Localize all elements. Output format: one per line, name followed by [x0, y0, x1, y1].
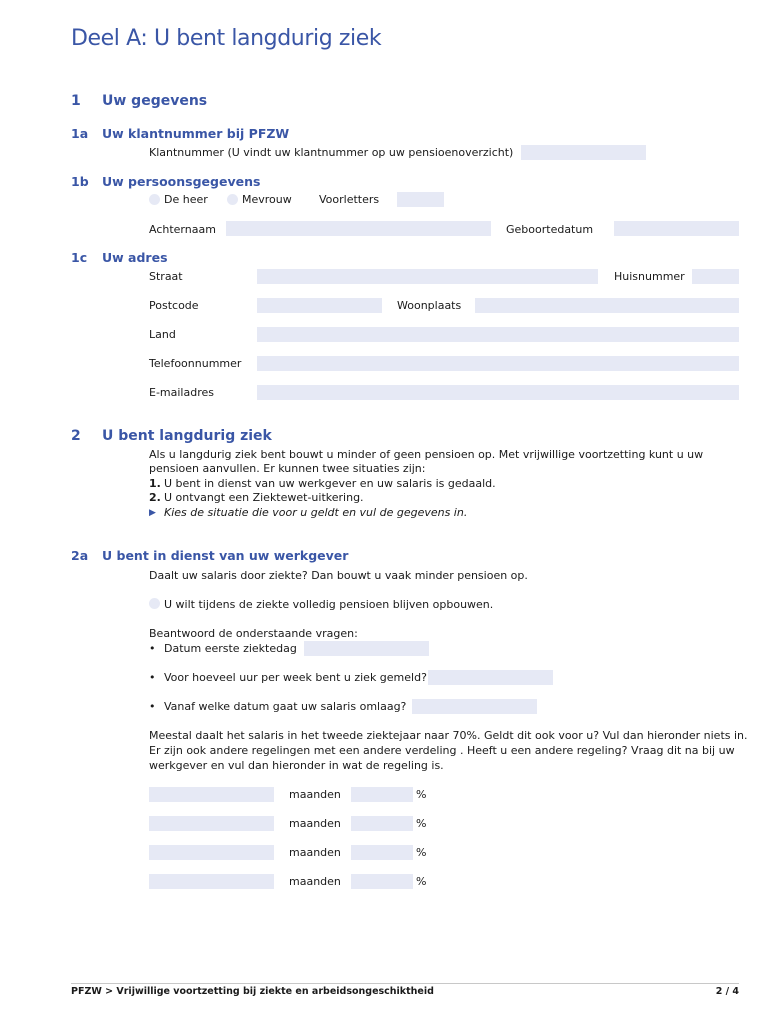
regeling-percentage-field[interactable]: [351, 874, 413, 889]
percent-label: %: [416, 788, 427, 801]
footer-divider: [71, 983, 739, 984]
achternaam-label: Achternaam: [149, 223, 216, 236]
uren-ziek-label: Voor hoeveel uur per week bent u ziek gemeld?: [164, 671, 427, 684]
uren-ziek-field[interactable]: [428, 670, 553, 685]
question-salaris: Daalt uw salaris door ziekte? Dan bouwt u vaak minder pensioen op.: [149, 569, 528, 582]
mevrouw-radio[interactable]: [227, 194, 238, 205]
geboortedatum-label: Geboortedatum: [506, 223, 594, 236]
page-title: Deel A: U bent langdurig ziek: [71, 26, 382, 51]
regeling-periode-field[interactable]: [149, 787, 274, 802]
percent-label: %: [416, 846, 427, 859]
bullet-icon: •: [149, 671, 156, 684]
arrow-right-icon: ▶: [149, 508, 156, 518]
section-1b-heading: Uw persoonsgegevens: [102, 174, 261, 189]
bullet-icon: •: [149, 700, 156, 713]
list-item-1: U bent in dienst van uw werkgever en uw salaris is gedaald.: [164, 477, 496, 490]
maanden-label: maanden: [289, 817, 341, 830]
list-item-2-number: 2.: [149, 491, 161, 504]
regeling-periode-field[interactable]: [149, 816, 274, 831]
paragraph-line-3: werkgever en vul dan hieronder in wat de regeling is.: [149, 759, 444, 772]
footer-title: PFZW > Vrijwillige voortzetting bij ziekte en arbeidsongeschiktheid: [71, 986, 434, 997]
regeling-periode-field[interactable]: [149, 874, 274, 889]
postcode-field[interactable]: [257, 298, 382, 313]
telefoon-label: Telefoonnummer: [149, 357, 242, 370]
email-field[interactable]: [257, 385, 739, 400]
straat-label: Straat: [149, 270, 183, 283]
datum-eerste-ziektedag-field[interactable]: [304, 641, 429, 656]
section-1c-heading: Uw adres: [102, 250, 168, 265]
section-2a-heading: U bent in dienst van uw werkgever: [102, 548, 349, 563]
datum-eerste-ziektedag-label: Datum eerste ziektedag: [164, 642, 297, 655]
huisnummer-label: Huisnummer: [614, 270, 685, 283]
woonplaats-field[interactable]: [475, 298, 739, 313]
volledig-pensioen-radio[interactable]: [149, 598, 160, 609]
postcode-label: Postcode: [149, 299, 199, 312]
de-heer-label: De heer: [164, 193, 208, 206]
maanden-label: maanden: [289, 846, 341, 859]
section-1-number: 1: [71, 93, 81, 109]
huisnummer-field[interactable]: [692, 269, 739, 284]
salaris-omlaag-field[interactable]: [412, 699, 537, 714]
klantnummer-label: Klantnummer (U vindt uw klantnummer op uw pensioenoverzicht): [149, 146, 514, 159]
achternaam-field[interactable]: [226, 221, 491, 236]
email-label: E-mailadres: [149, 386, 214, 399]
geboortedatum-field[interactable]: [614, 221, 739, 236]
voorletters-field[interactable]: [397, 192, 444, 207]
klantnummer-field[interactable]: [521, 145, 646, 160]
list-item-1-number: 1.: [149, 477, 161, 490]
voorletters-label: Voorletters: [319, 193, 380, 206]
maanden-label: maanden: [289, 875, 341, 888]
regeling-percentage-field[interactable]: [351, 787, 413, 802]
land-label: Land: [149, 328, 176, 341]
de-heer-radio[interactable]: [149, 194, 160, 205]
woonplaats-label: Woonplaats: [397, 299, 462, 312]
section-1a-number: 1a: [71, 126, 89, 141]
telefoon-field[interactable]: [257, 356, 739, 371]
page-number: 2 / 4: [715, 986, 739, 997]
percent-label: %: [416, 875, 427, 888]
instruction-text: Kies de situatie die voor u geldt en vul de gegevens in.: [164, 506, 468, 519]
section-2-heading: U bent langdurig ziek: [102, 428, 272, 444]
salaris-omlaag-label: Vanaf welke datum gaat uw salaris omlaag?: [164, 700, 407, 713]
section-2-number: 2: [71, 428, 81, 444]
intro-line-2: pensioen aanvullen. Er kunnen twee situaties zijn:: [149, 462, 426, 475]
paragraph-line-1: Meestal daalt het salaris in het tweede ziektejaar naar 70%. Geldt dit ook voor u? Vul dan hieronder niets in.: [149, 729, 748, 742]
paragraph-line-2: Er zijn ook andere regelingen met een andere verdeling . Heeft u een andere regeling? Vraag dit na bij uw: [149, 744, 735, 757]
land-field[interactable]: [257, 327, 739, 342]
section-2a-number: 2a: [71, 548, 89, 563]
regeling-periode-field[interactable]: [149, 845, 274, 860]
answer-intro: Beantwoord de onderstaande vragen:: [149, 627, 358, 640]
straat-field[interactable]: [257, 269, 598, 284]
volledig-pensioen-label: U wilt tijdens de ziekte volledig pensioen blijven opbouwen.: [164, 598, 494, 611]
intro-line-1: Als u langdurig ziek bent bouwt u minder of geen pensioen op. Met vrijwillige voortzetting kunt u uw: [149, 448, 704, 461]
maanden-label: maanden: [289, 788, 341, 801]
bullet-icon: •: [149, 642, 156, 655]
section-1c-number: 1c: [71, 250, 88, 265]
regeling-percentage-field[interactable]: [351, 816, 413, 831]
percent-label: %: [416, 817, 427, 830]
mevrouw-label: Mevrouw: [242, 193, 292, 206]
list-item-2: U ontvangt een Ziektewet-uitkering.: [164, 491, 364, 504]
section-1a-heading: Uw klantnummer bij PFZW: [102, 126, 290, 141]
regeling-percentage-field[interactable]: [351, 845, 413, 860]
section-1b-number: 1b: [71, 174, 89, 189]
section-1-heading: Uw gegevens: [102, 93, 208, 109]
